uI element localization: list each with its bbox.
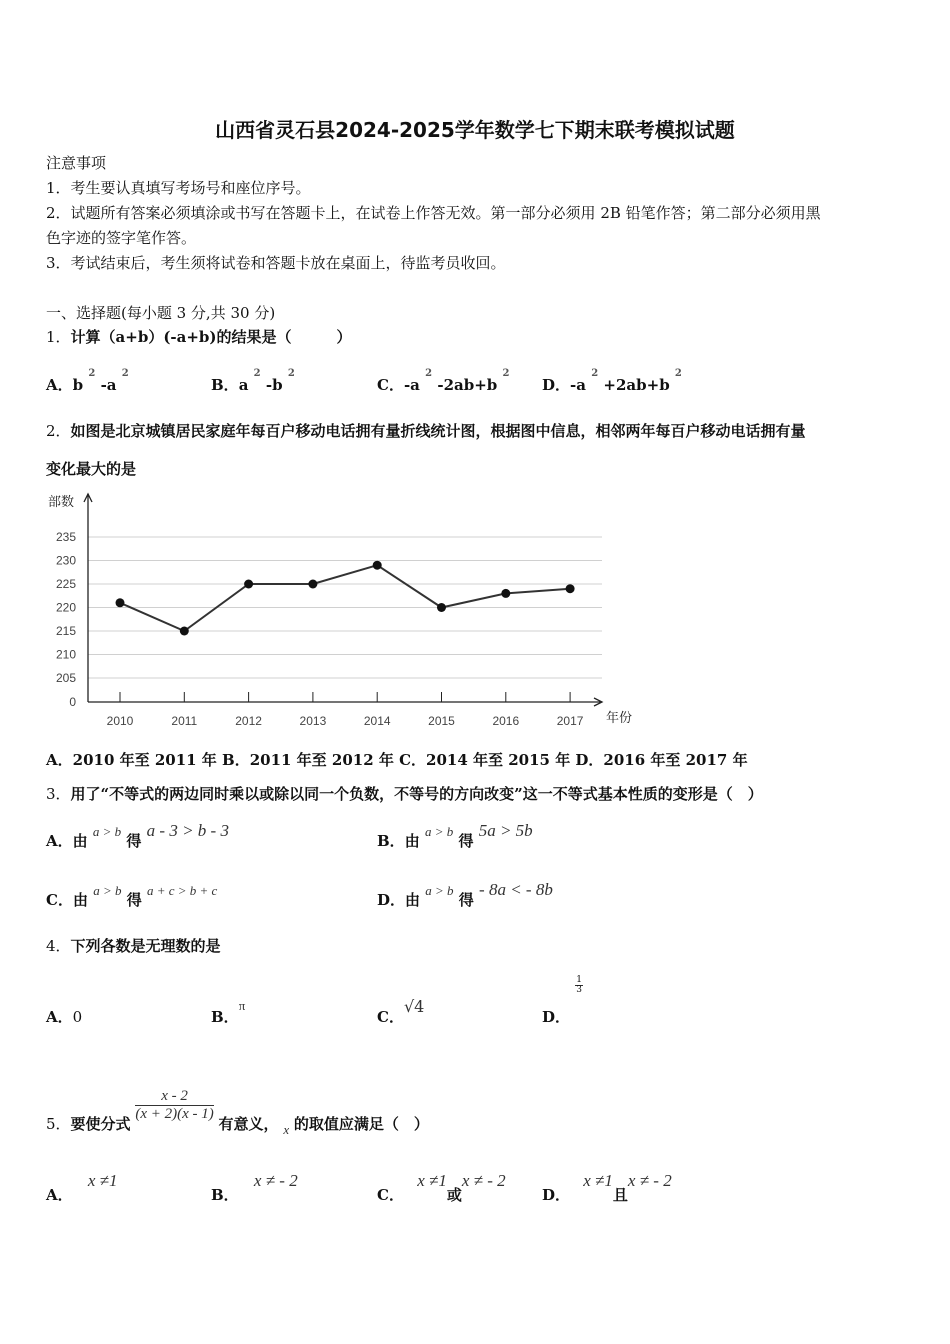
data-point <box>116 598 125 607</box>
data-point <box>180 627 189 636</box>
notice-item: 1．考生要认真填写考场号和座位序号。 <box>46 179 311 197</box>
q1-option-b: B．a $^2$ -b $^2$ <box>211 368 295 394</box>
question-text-cont: 变化最大的是 <box>46 460 137 478</box>
page-title: 山西省灵石县2024-2025学年数学七下期末联考模拟试题 <box>215 118 735 142</box>
fraction: $\frac{1}{3}$ <box>576 975 582 995</box>
q5-option-b: B． x ≠ - 2 <box>211 1171 298 1204</box>
notice-item: 3．考试结束后，考生须将试卷和答题卡放在桌面上，待监考员收回。 <box>46 254 506 272</box>
q3-option-a: A．由 a > b 得 a - 3 > b - 3 <box>46 821 229 850</box>
q2-options: A．2010 年至 2011 年 B．2011 年至 2012 年 C．2014 年至 2015 年 D．2016 年至 2017 年 <box>46 751 748 769</box>
series-line <box>120 565 570 631</box>
data-point <box>244 580 253 589</box>
line-chart <box>40 486 650 736</box>
q3-option-c: C．由 a > b 得 a + c > b + c <box>46 883 218 909</box>
y-tick-label: 220 <box>55 600 76 615</box>
notice-item: 2．试题所有答案必须填涂或书写在答题卡上，在试卷上作答无效。第一部分必须用 2B 铅笔作答；第二部分必须用黑 <box>46 204 821 222</box>
q4-option-a: A．0 <box>46 1008 83 1026</box>
question-number: 4． <box>46 937 71 955</box>
x-axis-label: 年份 <box>606 711 633 726</box>
question-number: 1． <box>46 328 71 346</box>
chart-svg <box>40 486 650 736</box>
section-heading: 一、选择题(每小题 3 分,共 30 分) <box>46 304 276 322</box>
question-text: 如图是北京城镇居民家庭年每百户移动电话拥有量折线统计图，根据图中信息，相邻两年每百户移动电话拥有量 <box>70 422 806 440</box>
chart-tick-labels <box>48 494 632 728</box>
q1-option-a: A．b $^2$ -a $^2$ <box>46 368 129 394</box>
x-tick-label: 2010 <box>106 714 134 728</box>
question-text: 下列各数是无理数的是 <box>70 937 221 955</box>
question-number: 3． <box>46 785 71 803</box>
q4-option-b: B．π <box>211 998 246 1026</box>
q5-option-a: A． x ≠1 <box>46 1171 118 1204</box>
x-tick-label: 2014 <box>363 714 391 728</box>
x-tick-label: 2017 <box>556 714 584 728</box>
fraction: $\frac{x - 2}{(x + 2)(x - 1)}$ <box>135 1088 214 1122</box>
x-tick-label: 2016 <box>492 714 520 728</box>
notice-item: 色字迹的签字笔作答。 <box>46 229 197 247</box>
chart-series <box>120 565 570 631</box>
q1-option-c: C．-a $^2$ -2ab+b $^2$ <box>377 368 510 394</box>
data-point <box>373 561 382 570</box>
data-point <box>501 589 510 598</box>
q4-option-d: D． $\frac{1}{3}$ <box>542 975 582 1026</box>
data-point <box>566 584 575 593</box>
question-text: 计算（a+b）(-a+b)的结果是（ ） <box>70 328 352 346</box>
data-point <box>308 580 317 589</box>
question-3 <box>46 783 763 804</box>
question-5: 5．要使分式 $\frac{x - 2}{(x + 2)(x - 1)}$ 有意义， x 的取值应满足（ ） <box>46 1088 429 1137</box>
q3-option-b: B．由 a > b 得 5a > 5b <box>377 821 533 850</box>
question-4 <box>46 935 221 956</box>
q5-option-c: C． x ≠1或x ≠ - 2 <box>377 1171 506 1204</box>
y-tick-label: 215 <box>55 624 76 638</box>
question-number: 5． <box>46 1115 71 1133</box>
q1-option-d: D．-a $^2$ +2ab+b $^2$ <box>542 368 682 394</box>
y-tick-label: 205 <box>55 671 76 685</box>
y-tick-label: 210 <box>55 647 76 662</box>
y-tick-label: 230 <box>55 553 76 568</box>
chart-axes <box>84 494 602 706</box>
chart-points <box>116 561 575 636</box>
data-point <box>437 603 446 612</box>
y-tick-label: 0 <box>69 695 76 709</box>
q4-option-c: C．√4 <box>377 997 425 1026</box>
q3-option-d: D．由 a > b 得 - 8a < - 8b <box>377 880 553 909</box>
q5-option-d: D． x ≠1且x ≠ - 2 <box>542 1171 672 1204</box>
x-tick-label: 2012 <box>235 714 262 728</box>
x-tick-label: 2011 <box>171 714 198 728</box>
question-2 <box>46 420 806 441</box>
question-text: 用了“不等式的两边同时乘以或除以同一个负数，不等号的方向改变”这一不等式基本性质的变形是（ ） <box>70 785 763 803</box>
y-tick-label: 235 <box>55 530 76 544</box>
x-tick-label: 2015 <box>428 714 455 728</box>
y-tick-label: 225 <box>55 577 76 591</box>
x-tick-label: 2013 <box>299 714 327 728</box>
question-1 <box>46 326 352 347</box>
notice-heading: 注意事项 <box>46 154 107 172</box>
question-number: 2． <box>46 422 71 440</box>
chart-gridlines <box>88 537 602 678</box>
y-axis-label: 部数 <box>48 495 75 510</box>
